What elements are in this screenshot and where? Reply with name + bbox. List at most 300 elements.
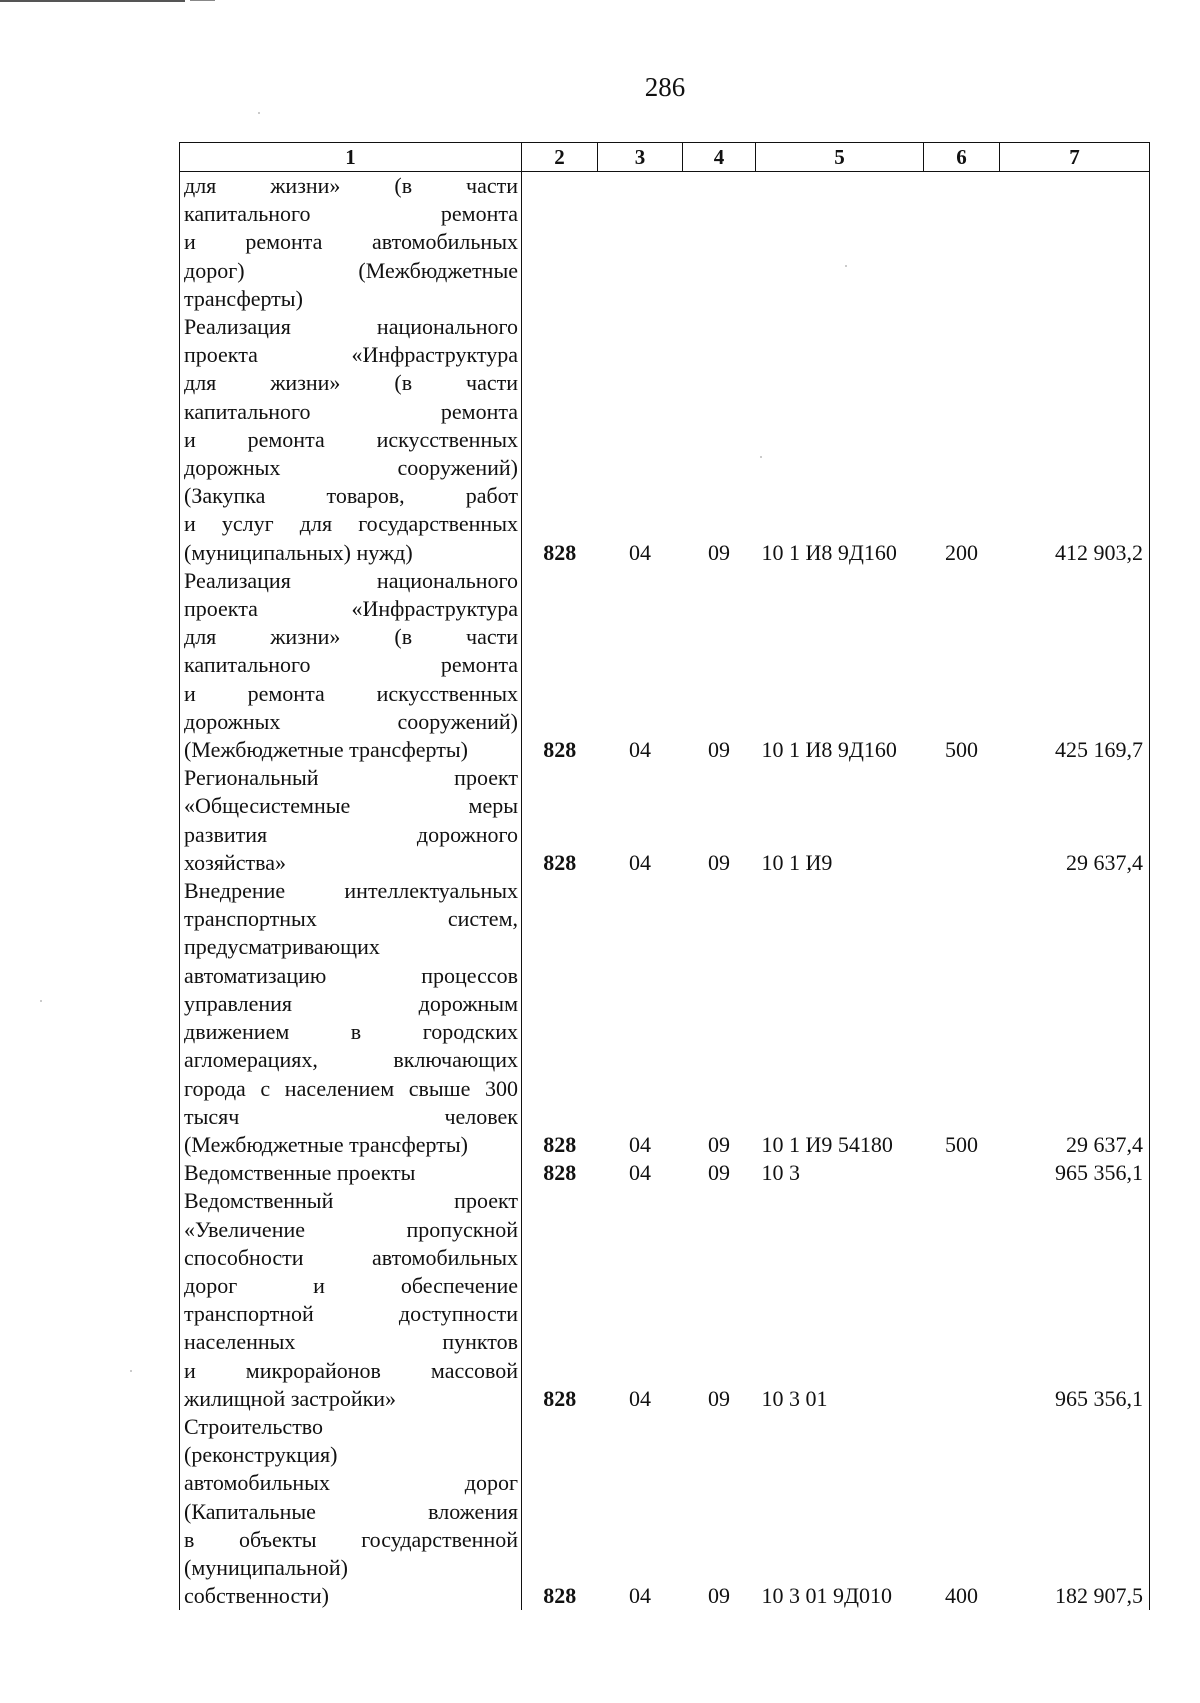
cell-ministry-code: 828 bbox=[543, 539, 577, 565]
cell-expense-type bbox=[924, 1469, 1000, 1497]
cell-subsection bbox=[683, 1216, 756, 1244]
table-row bbox=[180, 1526, 1150, 1554]
cell-section bbox=[598, 1216, 683, 1244]
table-row bbox=[180, 426, 1150, 454]
cell-section bbox=[598, 623, 683, 651]
cell-ministry-code bbox=[522, 313, 598, 341]
cell-subsection bbox=[683, 651, 756, 679]
cell-subsection bbox=[683, 313, 756, 341]
table-row bbox=[180, 257, 1150, 285]
table-row bbox=[180, 877, 1150, 905]
cell-target-article: 10 1 И8 9Д160 bbox=[761, 539, 897, 565]
cell-subsection bbox=[683, 426, 756, 454]
cell-expense-type bbox=[924, 1554, 1000, 1582]
cell-ministry-code bbox=[522, 680, 598, 708]
cell-amount bbox=[1000, 623, 1150, 651]
cell-ministry-code bbox=[522, 398, 598, 426]
scan-speck bbox=[845, 265, 847, 267]
row-description-line: и микрорайонов массовой bbox=[180, 1357, 522, 1385]
cell-section bbox=[598, 651, 683, 679]
row-description-line: (реконструкция) bbox=[180, 1441, 522, 1469]
cell-ministry-code bbox=[522, 510, 598, 538]
cell-expense-type bbox=[924, 1300, 1000, 1328]
cell-section bbox=[598, 1526, 683, 1554]
row-description-line: (муниципальной) bbox=[180, 1554, 522, 1582]
cell-amount: 412 903,2 bbox=[1000, 539, 1150, 567]
cell-ministry-code bbox=[522, 285, 598, 313]
cell-target-article bbox=[756, 510, 924, 538]
cell-expense-type bbox=[924, 849, 1000, 877]
cell-amount bbox=[1000, 792, 1150, 820]
row-description-line: «Общесистемные меры bbox=[180, 792, 522, 820]
table-row bbox=[180, 172, 1150, 201]
row-description-line: собственности) bbox=[180, 1582, 522, 1610]
row-description-line: «Увеличение пропускной bbox=[180, 1216, 522, 1244]
scan-edge-line bbox=[190, 0, 215, 1]
cell-expense-type bbox=[924, 1187, 1000, 1215]
table-row bbox=[180, 1187, 1150, 1215]
cell-target-article bbox=[756, 680, 924, 708]
cell-expense-type bbox=[924, 172, 1000, 201]
row-description-line: способности автомобильных bbox=[180, 1244, 522, 1272]
cell-section bbox=[598, 200, 683, 228]
row-description-line: (Межбюджетные трансферты) bbox=[180, 1131, 522, 1159]
table-row bbox=[180, 285, 1150, 313]
cell-section bbox=[598, 1075, 683, 1103]
cell-expense-type bbox=[924, 1272, 1000, 1300]
cell-ministry-code: 828 bbox=[543, 1131, 577, 1157]
cell-target-article: 10 1 И9 bbox=[761, 849, 833, 875]
cell-subsection bbox=[683, 228, 756, 256]
cell-target-article bbox=[756, 341, 924, 369]
cell-expense-type bbox=[924, 341, 1000, 369]
cell-ministry-code bbox=[522, 821, 598, 849]
cell-section bbox=[598, 228, 683, 256]
cell-section: 04 bbox=[629, 1160, 651, 1186]
cell-expense-type bbox=[924, 1413, 1000, 1441]
cell-section bbox=[598, 1357, 683, 1385]
cell-expense-type: 200 bbox=[945, 539, 978, 565]
scan-speck bbox=[130, 1370, 132, 1372]
row-description-line: (муниципальных) нужд) bbox=[180, 539, 522, 567]
header-cell: 2 bbox=[522, 143, 598, 172]
cell-amount bbox=[1000, 1300, 1150, 1328]
cell-subsection bbox=[683, 1300, 756, 1328]
cell-section bbox=[598, 905, 683, 933]
cell-subsection bbox=[683, 764, 756, 792]
cell-section bbox=[598, 341, 683, 369]
cell-section bbox=[598, 369, 683, 397]
cell-target-article bbox=[756, 1357, 924, 1385]
cell-expense-type bbox=[924, 200, 1000, 228]
row-description-line: тысяч человек bbox=[180, 1103, 522, 1131]
scan-speck bbox=[258, 112, 260, 114]
table-row bbox=[180, 1582, 1150, 1610]
cell-ministry-code bbox=[522, 369, 598, 397]
cell-amount bbox=[1000, 285, 1150, 313]
cell-amount: 29 637,4 bbox=[1000, 849, 1150, 877]
cell-subsection bbox=[683, 1328, 756, 1356]
cell-amount bbox=[1000, 1413, 1150, 1441]
cell-subsection bbox=[683, 172, 756, 201]
cell-target-article bbox=[756, 962, 924, 990]
cell-ministry-code bbox=[522, 1187, 598, 1215]
cell-section bbox=[598, 172, 683, 201]
cell-section bbox=[598, 962, 683, 990]
table-row bbox=[180, 1554, 1150, 1582]
cell-target-article bbox=[756, 764, 924, 792]
cell-subsection bbox=[683, 454, 756, 482]
cell-ministry-code bbox=[522, 1328, 598, 1356]
cell-ministry-code bbox=[522, 1469, 598, 1497]
cell-amount bbox=[1000, 680, 1150, 708]
table-row bbox=[180, 990, 1150, 1018]
cell-amount bbox=[1000, 764, 1150, 792]
row-description-line: дорожных сооружений) bbox=[180, 708, 522, 736]
cell-section bbox=[598, 1300, 683, 1328]
cell-expense-type bbox=[924, 1075, 1000, 1103]
cell-amount bbox=[1000, 1469, 1150, 1497]
cell-section bbox=[598, 1187, 683, 1215]
cell-expense-type bbox=[924, 1159, 1000, 1187]
table-row bbox=[180, 482, 1150, 510]
table-row bbox=[180, 595, 1150, 623]
cell-subsection bbox=[683, 1272, 756, 1300]
cell-amount bbox=[1000, 1216, 1150, 1244]
cell-target-article bbox=[756, 426, 924, 454]
row-description-line: населенных пунктов bbox=[180, 1328, 522, 1356]
cell-ministry-code bbox=[522, 1075, 598, 1103]
cell-section bbox=[598, 1554, 683, 1582]
table-row bbox=[180, 680, 1150, 708]
cell-subsection: 09 bbox=[708, 1385, 730, 1411]
row-description-line: Ведомственные проекты bbox=[180, 1159, 522, 1187]
cell-ministry-code bbox=[522, 1526, 598, 1554]
cell-subsection bbox=[683, 792, 756, 820]
cell-section: 04 bbox=[629, 737, 651, 763]
table-row bbox=[180, 313, 1150, 341]
cell-expense-type bbox=[924, 990, 1000, 1018]
cell-target-article bbox=[756, 933, 924, 961]
row-description-line: дорог и обеспечение bbox=[180, 1272, 522, 1300]
cell-expense-type bbox=[924, 651, 1000, 679]
cell-section bbox=[598, 1469, 683, 1497]
cell-expense-type bbox=[924, 905, 1000, 933]
cell-subsection bbox=[683, 877, 756, 905]
cell-subsection bbox=[683, 567, 756, 595]
table-row bbox=[180, 1272, 1150, 1300]
cell-target-article bbox=[756, 482, 924, 510]
cell-subsection: 09 bbox=[708, 1583, 730, 1609]
table-row bbox=[180, 1469, 1150, 1497]
cell-subsection bbox=[683, 369, 756, 397]
row-description-line: Строительство bbox=[180, 1413, 522, 1441]
cell-ministry-code: 828 bbox=[543, 737, 577, 763]
cell-subsection bbox=[683, 1526, 756, 1554]
table-row bbox=[180, 539, 1150, 567]
row-description-line: Ведомственный проект bbox=[180, 1187, 522, 1215]
cell-expense-type bbox=[924, 623, 1000, 651]
row-description-line: трансферты) bbox=[180, 285, 522, 313]
cell-subsection bbox=[683, 257, 756, 285]
row-description-line: и ремонта искусственных bbox=[180, 680, 522, 708]
row-description-line: и ремонта автомобильных bbox=[180, 228, 522, 256]
cell-ministry-code bbox=[522, 764, 598, 792]
cell-section: 04 bbox=[629, 849, 651, 875]
scan-speck bbox=[40, 1000, 42, 1002]
cell-amount bbox=[1000, 1075, 1150, 1103]
cell-ministry-code bbox=[522, 426, 598, 454]
cell-expense-type bbox=[924, 1244, 1000, 1272]
cell-expense-type bbox=[924, 313, 1000, 341]
cell-section bbox=[598, 285, 683, 313]
cell-ministry-code bbox=[522, 1357, 598, 1385]
cell-expense-type bbox=[924, 933, 1000, 961]
cell-ministry-code bbox=[522, 595, 598, 623]
cell-amount bbox=[1000, 990, 1150, 1018]
row-description-line: автоматизацию процессов bbox=[180, 962, 522, 990]
cell-target-article bbox=[756, 1498, 924, 1526]
cell-expense-type bbox=[924, 877, 1000, 905]
table-row bbox=[180, 651, 1150, 679]
table-row bbox=[180, 1103, 1150, 1131]
cell-amount bbox=[1000, 1244, 1150, 1272]
cell-section bbox=[598, 567, 683, 595]
cell-section bbox=[598, 821, 683, 849]
cell-target-article: 10 1 И8 9Д160 bbox=[761, 737, 897, 763]
row-description-line: предусматривающих bbox=[180, 933, 522, 961]
row-description-line: города с населением свыше 300 bbox=[180, 1075, 522, 1103]
row-description-line: (Межбюджетные трансферты) bbox=[180, 736, 522, 764]
cell-ministry-code bbox=[522, 933, 598, 961]
cell-section bbox=[598, 792, 683, 820]
cell-expense-type bbox=[924, 1385, 1000, 1413]
cell-target-article: 10 3 01 bbox=[761, 1385, 828, 1411]
cell-section bbox=[598, 1413, 683, 1441]
header-cell: 4 bbox=[683, 143, 756, 172]
cell-section bbox=[598, 482, 683, 510]
cell-expense-type bbox=[924, 821, 1000, 849]
cell-amount bbox=[1000, 933, 1150, 961]
cell-ministry-code bbox=[522, 1272, 598, 1300]
cell-ministry-code bbox=[522, 1103, 598, 1131]
cell-target-article bbox=[756, 1046, 924, 1074]
cell-amount bbox=[1000, 1018, 1150, 1046]
row-description-line: Региональный проект bbox=[180, 764, 522, 792]
table-row bbox=[180, 369, 1150, 397]
cell-amount bbox=[1000, 172, 1150, 201]
cell-expense-type bbox=[924, 680, 1000, 708]
header-cell: 3 bbox=[598, 143, 683, 172]
cell-amount bbox=[1000, 1357, 1150, 1385]
cell-ministry-code: 828 bbox=[543, 1160, 577, 1186]
cell-section bbox=[598, 257, 683, 285]
cell-amount bbox=[1000, 1272, 1150, 1300]
row-description-line: и ремонта искусственных bbox=[180, 426, 522, 454]
cell-target-article bbox=[756, 990, 924, 1018]
cell-ministry-code bbox=[522, 1441, 598, 1469]
cell-expense-type bbox=[924, 285, 1000, 313]
cell-target-article bbox=[756, 651, 924, 679]
cell-target-article bbox=[756, 792, 924, 820]
cell-target-article bbox=[756, 1526, 924, 1554]
scan-speck bbox=[760, 456, 762, 458]
table-row bbox=[180, 341, 1150, 369]
cell-subsection bbox=[683, 1498, 756, 1526]
scan-edge-line bbox=[0, 0, 185, 2]
cell-ministry-code bbox=[522, 200, 598, 228]
cell-expense-type bbox=[924, 228, 1000, 256]
row-description-line: капитального ремонта bbox=[180, 651, 522, 679]
row-description-line: Реализация национального bbox=[180, 567, 522, 595]
cell-amount bbox=[1000, 257, 1150, 285]
table-row bbox=[180, 1018, 1150, 1046]
cell-amount bbox=[1000, 200, 1150, 228]
cell-subsection bbox=[683, 1244, 756, 1272]
cell-target-article bbox=[756, 1441, 924, 1469]
table-row bbox=[180, 1131, 1150, 1159]
table-row bbox=[180, 1385, 1150, 1413]
cell-subsection bbox=[683, 595, 756, 623]
cell-expense-type bbox=[924, 1103, 1000, 1131]
cell-section bbox=[598, 1441, 683, 1469]
cell-ministry-code bbox=[522, 567, 598, 595]
cell-subsection bbox=[683, 821, 756, 849]
row-description-line: хозяйства» bbox=[180, 849, 522, 877]
cell-amount bbox=[1000, 426, 1150, 454]
row-description-line: для жизни» (в части bbox=[180, 369, 522, 397]
cell-amount bbox=[1000, 1554, 1150, 1582]
table-row bbox=[180, 1328, 1150, 1356]
table-row bbox=[180, 1046, 1150, 1074]
cell-expense-type: 500 bbox=[945, 1131, 978, 1157]
table-row bbox=[180, 708, 1150, 736]
table-row bbox=[180, 454, 1150, 482]
table-row bbox=[180, 1300, 1150, 1328]
row-description-line: проекта «Инфраструктура bbox=[180, 595, 522, 623]
cell-ministry-code bbox=[522, 341, 598, 369]
cell-subsection bbox=[683, 1441, 756, 1469]
cell-ministry-code bbox=[522, 792, 598, 820]
cell-ministry-code bbox=[522, 1413, 598, 1441]
cell-target-article bbox=[756, 200, 924, 228]
cell-section bbox=[598, 510, 683, 538]
cell-target-article bbox=[756, 1272, 924, 1300]
cell-subsection bbox=[683, 1554, 756, 1582]
cell-target-article bbox=[756, 285, 924, 313]
cell-subsection bbox=[683, 962, 756, 990]
row-description-line: проекта «Инфраструктура bbox=[180, 341, 522, 369]
cell-ministry-code bbox=[522, 1498, 598, 1526]
cell-ministry-code bbox=[522, 708, 598, 736]
cell-subsection bbox=[683, 623, 756, 651]
cell-subsection bbox=[683, 1469, 756, 1497]
table-row bbox=[180, 1413, 1150, 1441]
cell-target-article bbox=[756, 369, 924, 397]
table-row bbox=[180, 1075, 1150, 1103]
cell-amount bbox=[1000, 821, 1150, 849]
row-description-line: для жизни» (в части bbox=[180, 623, 522, 651]
cell-subsection bbox=[683, 680, 756, 708]
table-row bbox=[180, 764, 1150, 792]
cell-target-article bbox=[756, 257, 924, 285]
cell-target-article bbox=[756, 708, 924, 736]
cell-expense-type bbox=[924, 1357, 1000, 1385]
cell-section bbox=[598, 764, 683, 792]
cell-expense-type bbox=[924, 1498, 1000, 1526]
header-row bbox=[180, 143, 1150, 172]
row-description-line: дорог) (Межбюджетные bbox=[180, 257, 522, 285]
cell-amount bbox=[1000, 708, 1150, 736]
cell-ministry-code: 828 bbox=[543, 849, 577, 875]
cell-section bbox=[598, 1272, 683, 1300]
row-description-line: движением в городских bbox=[180, 1018, 522, 1046]
cell-target-article bbox=[756, 1216, 924, 1244]
cell-amount bbox=[1000, 1328, 1150, 1356]
cell-section bbox=[598, 1046, 683, 1074]
cell-expense-type bbox=[924, 454, 1000, 482]
cell-target-article bbox=[756, 454, 924, 482]
cell-expense-type: 500 bbox=[945, 737, 978, 763]
cell-amount: 29 637,4 bbox=[1000, 1131, 1150, 1159]
cell-target-article bbox=[756, 1328, 924, 1356]
cell-amount: 425 169,7 bbox=[1000, 736, 1150, 764]
cell-amount: 182 907,5 bbox=[1000, 1582, 1150, 1610]
cell-expense-type bbox=[924, 1441, 1000, 1469]
cell-subsection bbox=[683, 285, 756, 313]
cell-amount bbox=[1000, 341, 1150, 369]
cell-target-article bbox=[756, 1413, 924, 1441]
cell-target-article bbox=[756, 1187, 924, 1215]
cell-subsection bbox=[683, 1075, 756, 1103]
cell-expense-type bbox=[924, 1328, 1000, 1356]
cell-section bbox=[598, 313, 683, 341]
cell-ministry-code bbox=[522, 1046, 598, 1074]
table-row bbox=[180, 1216, 1150, 1244]
header-cell: 7 bbox=[1000, 143, 1150, 172]
cell-amount bbox=[1000, 228, 1150, 256]
cell-subsection bbox=[683, 1018, 756, 1046]
row-description-line: агломерациях, включающих bbox=[180, 1046, 522, 1074]
cell-expense-type bbox=[924, 1018, 1000, 1046]
cell-ministry-code bbox=[522, 962, 598, 990]
cell-amount bbox=[1000, 1187, 1150, 1215]
cell-expense-type bbox=[924, 369, 1000, 397]
cell-amount bbox=[1000, 962, 1150, 990]
cell-ministry-code bbox=[522, 1216, 598, 1244]
cell-section bbox=[598, 595, 683, 623]
table-row bbox=[180, 1441, 1150, 1469]
header-cell: 5 bbox=[756, 143, 924, 172]
cell-amount bbox=[1000, 1498, 1150, 1526]
table-row bbox=[180, 200, 1150, 228]
cell-amount bbox=[1000, 313, 1150, 341]
cell-expense-type bbox=[924, 398, 1000, 426]
row-description-line: и услуг для государственных bbox=[180, 510, 522, 538]
cell-ministry-code bbox=[522, 1244, 598, 1272]
cell-target-article bbox=[756, 1554, 924, 1582]
cell-section bbox=[598, 990, 683, 1018]
cell-amount bbox=[1000, 369, 1150, 397]
cell-ministry-code bbox=[522, 1554, 598, 1582]
table-row bbox=[180, 398, 1150, 426]
table-row bbox=[180, 228, 1150, 256]
cell-section: 04 bbox=[629, 1583, 651, 1609]
cell-subsection: 09 bbox=[708, 539, 730, 565]
row-description-line: транспортных систем, bbox=[180, 905, 522, 933]
budget-table bbox=[179, 142, 1150, 1610]
cell-subsection bbox=[683, 905, 756, 933]
